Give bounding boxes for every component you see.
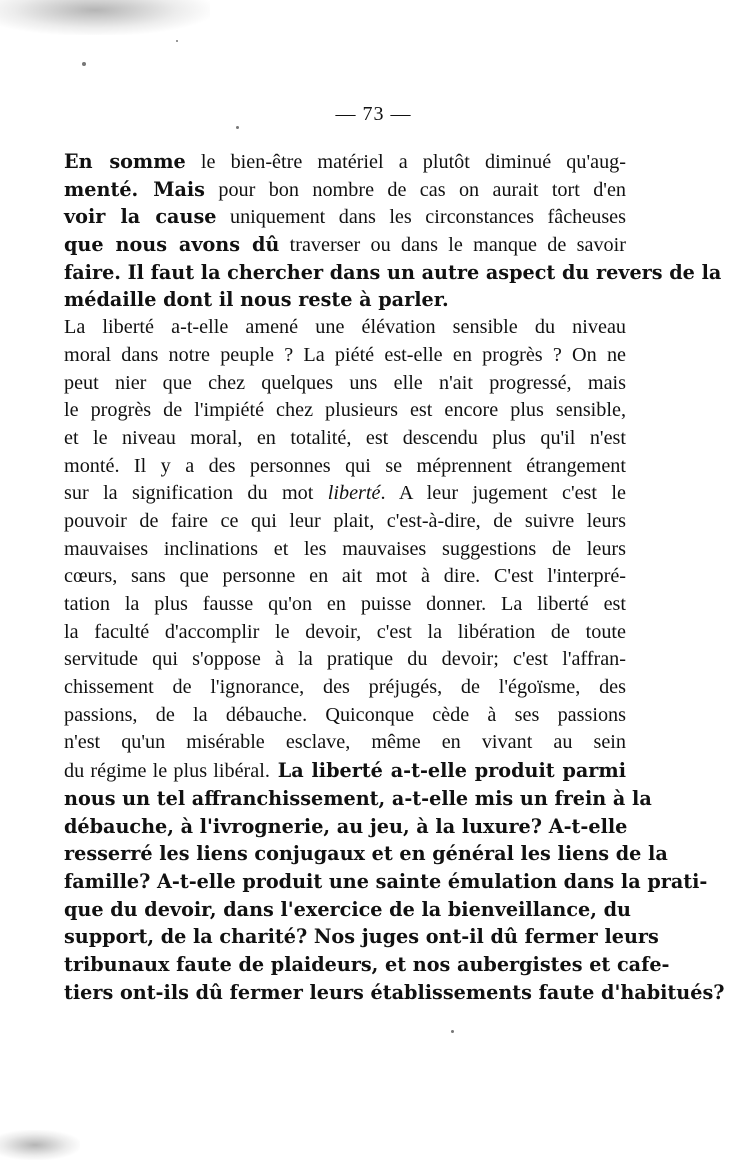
text-segment: chissement de l'ignorance, des préjugés, de l'égoïsme, des bbox=[64, 676, 626, 699]
scan-speck bbox=[176, 40, 178, 42]
text-segment: La liberté a-t-elle produit parmi bbox=[269, 759, 626, 783]
text-segment: pour bon nombre de cas on aurait tort d'en bbox=[204, 178, 627, 201]
text-segment: nous un tel affranchissement, a-t-elle mis un frein à la bbox=[64, 786, 652, 810]
text-line bbox=[64, 314, 626, 342]
text-segment: support, de la charité? Nos juges ont-il dû fermer leurs bbox=[64, 925, 659, 949]
text-segment: La liberté a-t-elle amené une élévation sensible du niveau bbox=[64, 316, 626, 339]
text-line bbox=[64, 259, 722, 287]
text-segment: famille? A-t-elle produit une sainte émulation dans la prati- bbox=[64, 869, 708, 893]
text-line bbox=[64, 536, 626, 564]
scan-speck bbox=[82, 62, 86, 66]
text-segment: servitude qui s'oppose à la pratique du devoir; c'est l'affran- bbox=[64, 648, 626, 671]
text-segment: cœurs, sans que personne en ait mot à dire. C'est l'interpré- bbox=[64, 565, 626, 588]
text-line bbox=[64, 951, 670, 979]
italic-word: liberté bbox=[327, 482, 381, 505]
page-number: — 73 — bbox=[335, 103, 412, 125]
text-line bbox=[64, 868, 708, 896]
text-segment: moral dans notre peuple ? La piété est-elle en progrès ? On ne bbox=[64, 343, 626, 366]
text-segment: traverser ou dans le manque de savoir bbox=[279, 234, 626, 257]
scan-smudge-top-left bbox=[0, 0, 210, 35]
text-segment: n'est qu'un misérable esclave, même en vivant au sein bbox=[64, 731, 626, 754]
text-segment: faire. Il faut la chercher dans un autre aspect du revers de la bbox=[64, 260, 722, 284]
text-segment: peut nier que chez quelques uns elle n'ait progressé, mais bbox=[64, 371, 626, 394]
text-line bbox=[64, 813, 626, 841]
text-segment: et le niveau moral, en totalité, est descendu plus qu'il n'est bbox=[64, 426, 626, 449]
text-line bbox=[64, 231, 626, 259]
text-line bbox=[64, 923, 659, 951]
text-line bbox=[64, 674, 626, 702]
text-segment: pouvoir de faire ce qui leur plait, c'est-à-dire, de suivre leurs bbox=[64, 509, 626, 532]
text-line bbox=[64, 729, 626, 757]
text-line bbox=[64, 342, 626, 370]
text-segment: tation la plus fausse qu'on en puisse donner. La liberté est bbox=[64, 593, 626, 615]
text-segment: En somme bbox=[64, 150, 186, 173]
text-line bbox=[64, 176, 626, 204]
text-segment: que nous avons dû bbox=[64, 233, 280, 257]
text-line bbox=[64, 979, 725, 1007]
scan-smudge-bottom-left bbox=[0, 1130, 80, 1160]
text-line bbox=[64, 397, 626, 425]
text-line bbox=[64, 508, 626, 536]
text-segment: le progrès de l'impiété chez plusieurs est encore plus sensible, bbox=[64, 399, 626, 422]
text-line bbox=[64, 785, 652, 813]
text-segment: le bien-être matériel a plutôt diminué qu'aug- bbox=[185, 151, 626, 173]
text-segment: du régime le plus libéral. bbox=[64, 760, 270, 783]
scan-speck bbox=[236, 126, 239, 129]
text-segment: tribunaux faute de plaideurs, et nos aubergistes et cafe- bbox=[64, 952, 670, 976]
text-segment: resserré les liens conjugaux et en général les liens de la bbox=[64, 842, 668, 866]
text-segment: débauche, à l'ivrognerie, au jeu, à la luxure? A-t-elle bbox=[64, 814, 628, 838]
text-segment: sur la signification du mot bbox=[64, 482, 328, 505]
text-line bbox=[64, 619, 626, 647]
text-line bbox=[64, 591, 626, 619]
text-segment: que du devoir, dans l'exercice de la bienveillance, du bbox=[64, 897, 631, 921]
text-line bbox=[64, 757, 626, 785]
text-segment: médaille dont il nous reste à parler. bbox=[64, 288, 449, 312]
text-line bbox=[64, 203, 626, 231]
text-line bbox=[64, 148, 626, 176]
text-line bbox=[64, 563, 626, 591]
text-segment: tiers ont-ils dû fermer leurs établissements faute d'habitués? bbox=[64, 980, 725, 1004]
body-text bbox=[64, 148, 725, 1006]
text-line bbox=[64, 453, 626, 481]
text-segment: uniquement dans les circonstances fâcheuses bbox=[216, 206, 626, 229]
text-segment: passions, de la débauche. Quiconque cède à ses passions bbox=[64, 703, 626, 726]
text-segment: . A leur jugement c'est le bbox=[380, 482, 626, 505]
text-line bbox=[64, 896, 631, 924]
text-segment: menté. Mais bbox=[64, 177, 205, 201]
text-line bbox=[64, 480, 626, 508]
text-line bbox=[64, 702, 626, 730]
text-line bbox=[64, 370, 626, 398]
text-segment: la faculté d'accomplir le devoir, c'est la libération de toute bbox=[64, 620, 626, 643]
text-line bbox=[64, 286, 626, 314]
text-line bbox=[64, 425, 626, 453]
scan-speck bbox=[451, 1030, 454, 1033]
text-segment: voir la cause bbox=[64, 205, 217, 229]
text-segment: monté. Il y a des personnes qui se méprennent étrangement bbox=[64, 454, 626, 477]
text-segment: mauvaises inclinations et les mauvaises suggestions de leurs bbox=[64, 537, 626, 560]
text-line bbox=[64, 646, 626, 674]
text-line bbox=[64, 840, 668, 868]
